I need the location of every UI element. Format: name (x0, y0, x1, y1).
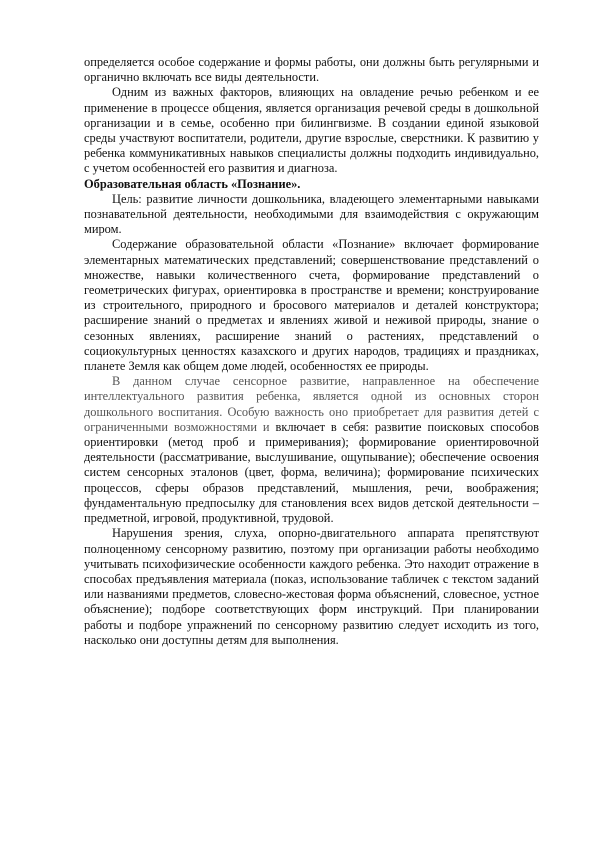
paragraph-impairments: Нарушения зрения, слуха, опорно-двигательного аппарата препятствуют полноценному сенсорному развитию, поэтому при организации работы необходимо учитывать психофизические особенности каждого ребенка. Это находит отражение в способах предъявления материала (показ, использование табличек с текстом заданий или названиями предметов, словесно-жестовая форма объяснений, словесное, устное объяснение); подборе соответствующих форм инструкций. При планировании работы и подборе упражнений по сенсорному развитию следует исходить из того, насколько они доступны детям для выполнения. (84, 526, 539, 647)
paragraph-sensory-development (84, 374, 539, 526)
paragraph-sensory-lead: В данном случае сенсорное развитие, направленное на обеспечение интеллектуального развития ребенка, является одной из основных сторон дошкольного воспитания. Особую важность оно приобретает для развития детей с ограниченными возможностями и (84, 374, 539, 434)
paragraph-speech-environment: Одним из важных факторов, влияющих на овладение речью ребенком и ее применение в процессе общения, является организация речевой среды в дошкольной организации и в семье, особенно при билингвизме. В создании единой языковой среды участвуют воспитатели, родители, другие взрослые, сверстники. К развитию у ребенка коммуникативных навыков специалисты должны подходить индивидуально, с учетом особенностей его развития и диагноза. (84, 85, 539, 176)
paragraph-continuation: определяется особое содержание и формы работы, они должны быть регулярными и органично включать все виды деятельности. (84, 55, 539, 85)
paragraph-sensory-rest: включает в себя: развитие поисковых способов ориентировки (метод проб и примеривания); формирование ориентировочной деятельности (рассматривание, выслушивание, ощупывание); обеспечение освоения систем сенсорных эталонов (цвет, форма, величина); формирование психических процессов, сферы образов представлений, мышления, речи, воображения; фундаментальную предпосылку для становления всех видов детской деятельности – предметной, игровой, продуктивной, трудовой. (84, 419, 539, 526)
paragraph-content: Содержание образовательной области «Познание» включает формирование элементарных математических представлений; совершенствование представлений о множестве, навыки количественного счета, формирование представлений о геометрических фигурах, ориентировка в пространстве и времени; конструирование из строительного, природного и бросового материалов и деталей конструктора; расширение знаний о предметах и явлениях живой и неживой природы, знание о сезонных явлениях, расширение знаний о растениях, представлений о социокультурных ценностях казахского и других народов, традициях и праздниках, планете Земля как общем доме людей, особенностях ее природы. (84, 237, 539, 374)
document-body (84, 55, 539, 648)
section-heading: Образовательная область «Познание». (84, 176, 301, 191)
paragraph-goal: Цель: развитие личности дошкольника, владеющего элементарными навыками познавательной деятельности, необходимыми для взаимодействия с окружающим миром. (84, 191, 539, 237)
